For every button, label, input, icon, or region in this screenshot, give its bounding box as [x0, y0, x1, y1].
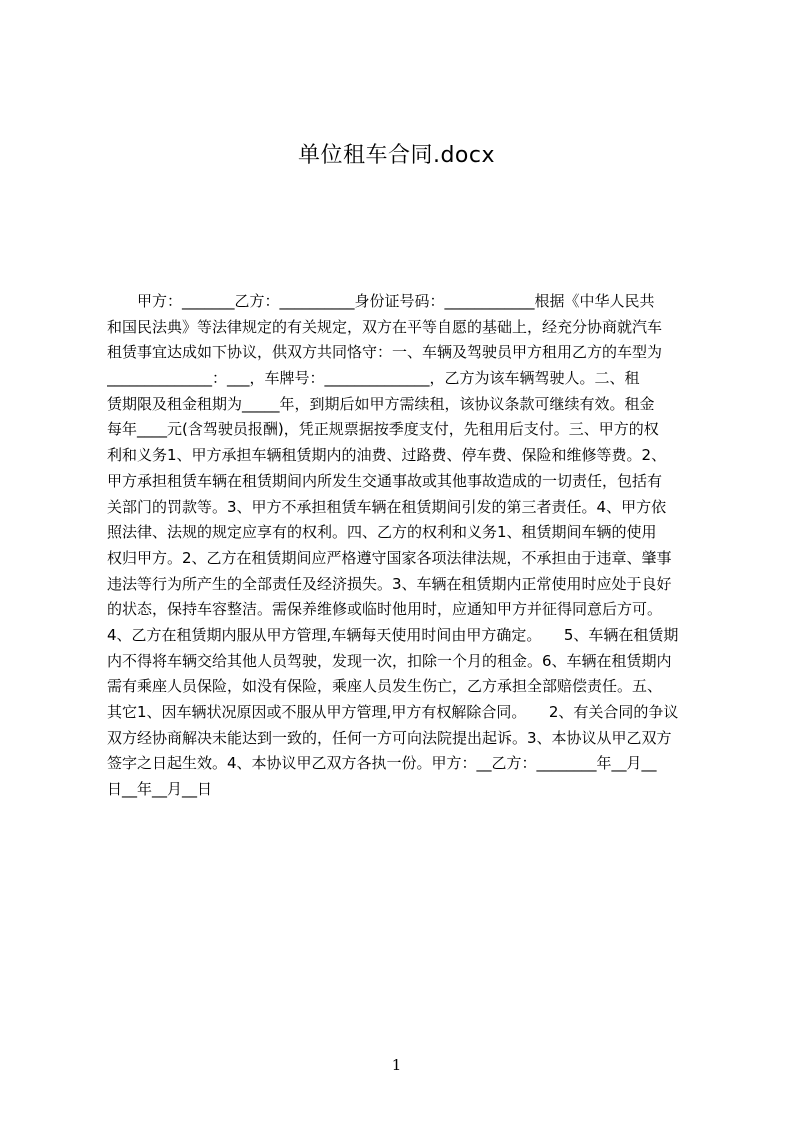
contract-line: 利和义务1、甲方承担车辆租赁期内的油费、过路费、停车费、保险和维修等费。2、: [107, 446, 667, 465]
contract-line: 日__年__月__日: [107, 780, 213, 799]
contract-line: 甲方：_______乙方：__________身份证号码：____________根据《中华人民共: [107, 292, 655, 310]
contract-body: [107, 289, 701, 829]
contract-line: 违法等行为所产生的全部责任及经济损失。3、车辆在租赁期内正常使用时应处于良好: [107, 574, 672, 593]
contract-line: 的状态，保持车容整洁。需保养维修或临时他用时，应通知甲方并征得同意后方可。: [107, 600, 663, 619]
contract-line: ______________：___，车牌号：______________，乙方为该车辆驾驶人。二、租: [107, 369, 640, 388]
contract-line: 关部门的罚款等。3、甲方不承担租赁车辆在租赁期间引发的第三者责任。4、甲方依: [107, 497, 667, 516]
document-title: 单位租车合同.docx: [297, 143, 496, 168]
contract-line: 照法律、法规的规定应享有的权利。四、乙方的权利和义务1、租赁期间车辆的使用: [107, 523, 657, 542]
contract-line: 签字之日起生效。4、本协议甲乙双方各执一份。甲方：__乙方：________年__月__: [107, 754, 657, 773]
contract-line: 赁期限及租金租期为_____年，到期后如甲方需续租，该协议条款可继续有效。租金: [107, 394, 655, 413]
contract-line: 租赁事宜达成如下协议，供双方共同恪守：一、车辆及驾驶员甲方租用乙方的车型为: [107, 343, 663, 362]
contract-line: 需有乘座人员保险，如没有保险，乘座人员发生伤亡，乙方承担全部赔偿责任。五、: [107, 677, 663, 696]
contract-line: 4、乙方在租赁期内服从甲方管理,车辆每天使用时间由甲方确定。 5、车辆在租赁期: [107, 625, 679, 644]
contract-line: 和国民法典》等法律规定的有关规定，双方在平等自愿的基础上，经充分协商就汽车: [107, 317, 663, 336]
contract-line: 甲方承担租赁车辆在租赁期间内所发生交通事故或其他事故造成的一切责任，包括有: [107, 471, 663, 490]
page-number: 1: [391, 1056, 402, 1074]
contract-line: 内不得将车辆交给其他人员驾驶，发现一次，扣除一个月的租金。6、车辆在租赁期内: [107, 651, 672, 670]
contract-line: 其它1、因车辆状况原因或不服从甲方管理,甲方有权解除合同。 2、有关合同的争议: [107, 703, 679, 721]
contract-line: 每年____元(含驾驶员报酬)，凭正规票据按季度支付，先租用后支付。三、甲方的权: [107, 420, 659, 439]
contract-line: 双方经协商解决未能达到一致的，任何一方可向法院提出起诉。3、本协议从甲乙双方: [107, 728, 672, 747]
contract-line: 权归甲方。2、乙方在租赁期间应严格遵守国家各项法律法规，不承担由于违章、肇事: [107, 548, 672, 567]
